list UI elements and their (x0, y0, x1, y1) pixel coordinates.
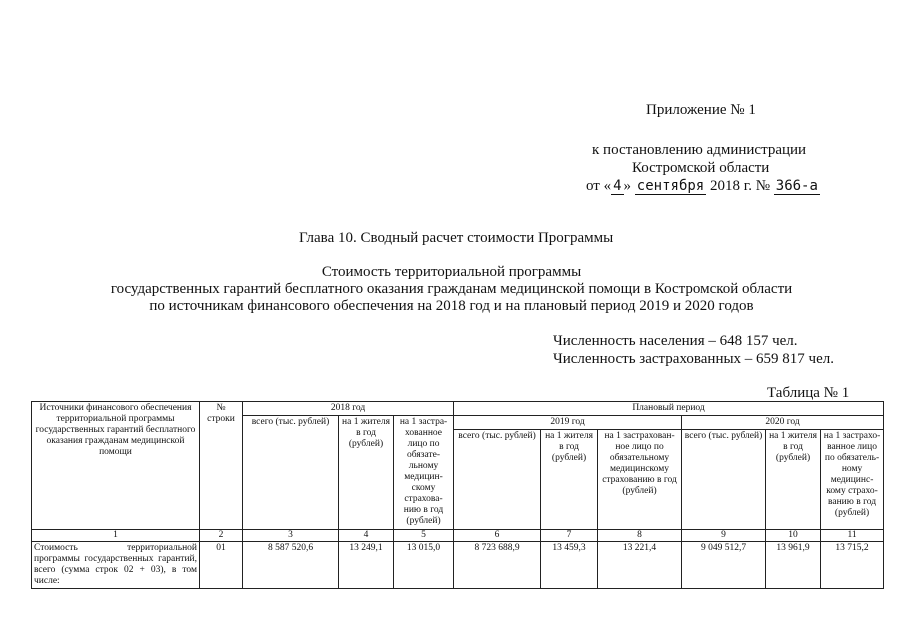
col-number: 5 (394, 530, 454, 542)
cell-2019-total: 8 723 688,9 (454, 542, 541, 589)
col-number: 2 (200, 530, 243, 542)
cost-table (31, 401, 884, 589)
col-number: 10 (766, 530, 821, 542)
date-month: сентября (636, 178, 705, 194)
cell-2019-per-resident: 13 459,3 (541, 542, 598, 589)
date-mid: » (623, 178, 632, 194)
col-number: 4 (339, 530, 394, 542)
header-2020: 2020 год (682, 416, 884, 430)
region-line: Костромской области (632, 160, 770, 176)
cell-2020-per-resident: 13 961,9 (766, 542, 821, 589)
header-2018-per-insured: на 1 застра-хованное лицо по обязате-льному медицин-скому страхова-нию в год (рублей) (394, 416, 454, 530)
header-2019-per-resident: на 1 жителя в год (рублей) (541, 430, 598, 530)
col-number: 8 (598, 530, 682, 542)
date-prefix: от « (586, 178, 612, 194)
col-number: 9 (682, 530, 766, 542)
cell-2018-total: 8 587 520,6 (243, 542, 339, 589)
col-number: 3 (243, 530, 339, 542)
date-day: 4 (613, 178, 622, 194)
date-line (586, 177, 820, 195)
header-2018-per-resident: на 1 жителя в год (рублей) (339, 416, 394, 530)
header-planned-period: Плановый период (454, 402, 884, 416)
header-2019-total: всего (тыс. рублей) (454, 430, 541, 530)
col-number: 7 (541, 530, 598, 542)
header-2020-per-resident: на 1 жителя в год (рублей) (766, 430, 821, 530)
doc-number: 366-а (775, 178, 818, 194)
row-source: Стоимость территориальной программы государственных гарантий, всего (сумма строк 02 + 03), в том числе: (32, 542, 200, 589)
header-2018-total: всего (тыс. рублей) (243, 416, 339, 530)
population-line: Численность населения – 648 157 чел. (553, 333, 798, 349)
subtitle-line-1: Стоимость территориальной программы (321, 264, 582, 280)
header-2018: 2018 год (243, 402, 454, 416)
column-numbers-row (32, 530, 884, 542)
resolution-line: к постановлению администрации (592, 142, 807, 158)
insured-line: Численность застрахованных – 659 817 чел. (553, 351, 834, 367)
chapter-title: Глава 10. Сводный расчет стоимости Программы (299, 230, 614, 246)
header-source: Источники финансового обеспечения территориальной программы государственных гарантий бесплатного оказания гражданам медицинской помощи (32, 402, 200, 530)
date-year: 2018 г. № (709, 178, 771, 194)
col-number: 11 (821, 530, 884, 542)
appendix-label: Приложение № 1 (646, 102, 756, 118)
subtitle-line-2: государственных гарантий бесплатного оказания гражданам медицинской помощи в Костромской области (110, 281, 793, 297)
col-number: 6 (454, 530, 541, 542)
cell-2018-per-resident: 13 249,1 (339, 542, 394, 589)
cell-2020-per-insured: 13 715,2 (821, 542, 884, 589)
cell-2018-per-insured: 13 015,0 (394, 542, 454, 589)
col-number: 1 (32, 530, 200, 542)
table-row (32, 542, 884, 589)
header-2020-per-insured: на 1 застрахо-ванное лицо по обязатель-ному медицинс-кому страхо-ванию в год (рублей) (821, 430, 884, 530)
header-2019-per-insured: на 1 застрахован-ное лицо по обязательному медицинскому страхованию в год (рублей) (598, 430, 682, 530)
table-label: Таблица № 1 (767, 385, 850, 401)
header-2020-total: всего (тыс. рублей) (682, 430, 766, 530)
cell-2020-total: 9 049 512,7 (682, 542, 766, 589)
row-number: 01 (200, 542, 243, 589)
subtitle-line-3: по источникам финансового обеспечения на 2018 год и на плановый период 2019 и 2020 годов (149, 298, 754, 314)
header-row-no: № строки (200, 402, 243, 530)
header-2019: 2019 год (454, 416, 682, 430)
cell-2019-per-insured: 13 221,4 (598, 542, 682, 589)
